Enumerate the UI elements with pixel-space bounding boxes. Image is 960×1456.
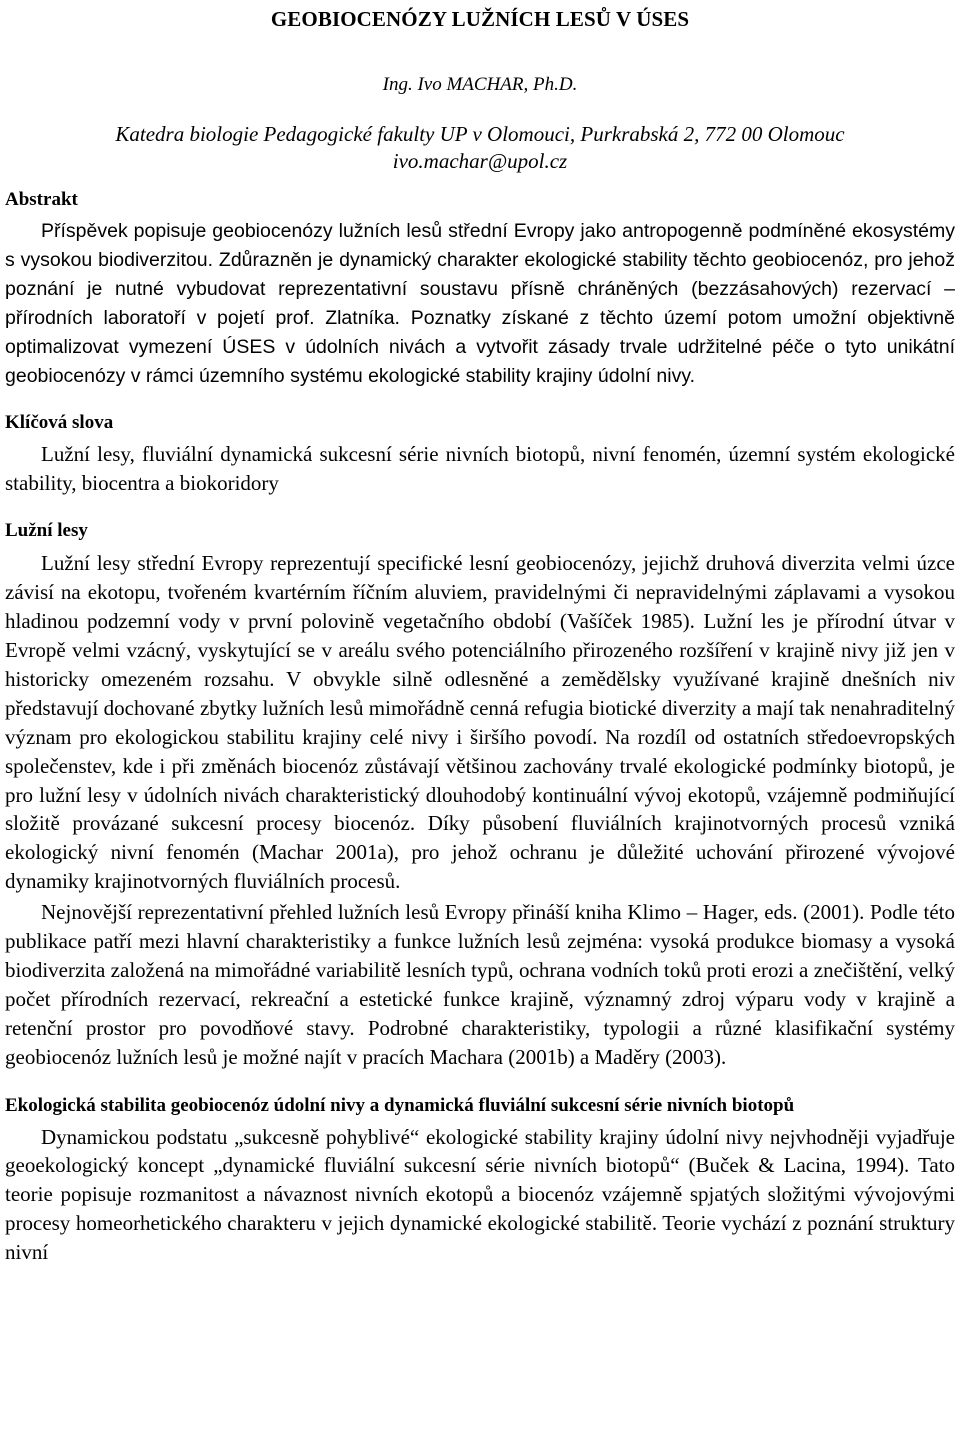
section-heading-ekologicka-stabilita: Ekologická stabilita geobiocenóz údolní nivy a dynamická fluviální sukcesní série nivních biotopů: [5, 1094, 795, 1116]
abstract-heading: Abstrakt: [5, 189, 78, 210]
author-line: Ing. Ivo MACHAR, Ph.D.: [382, 74, 578, 95]
abstract-sentence: Zdůrazněn je dynamický charakter ekologické stability těchto geobiocenóz, pro jehož poznání je nutné vybudovat reprezentativní soustavu přísně chráněných (bezzásahových) rezervací – přírodních laboratoří v pojetí prof. Zlatníka.: [5, 248, 955, 329]
abstract-paragraph: [5, 217, 955, 390]
abstract-sentence: Poznatky získané z těchto území potom umožní objektivně optimalizovat vymezení ÚSES v údolních nivách a vytvořit zásady trvale udržitelné péče o tyto unikátní geobiocenózy v rámci územního systému ekologické stability krajiny údolní nivy.: [5, 306, 955, 387]
paper-title: GEOBIOCENÓZY LUŽNÍCH LESŮ V ÚSES: [270, 7, 690, 31]
keywords-heading: Klíčová slova: [5, 412, 114, 434]
abstract-sentence: Příspěvek popisuje geobiocenózy lužních lesů střední Evropy jako antropogenně podmíněné ekosystémy s vysokou biodiverzitou.: [5, 220, 955, 271]
section-paragraph: Nejnovější reprezentativní přehled lužních lesů Evropy přináší kniha Klimo – Hager, eds. (2001). Podle této publikace patří mezi hlavní charakteristiky a funkce lužních lesů zejména: vysoká produkce biomasy a vysoká biodiverzita založená na mimořádné variabilitě lesních typů, ochrana vodních toků proti erozi a znečištění, velký počet přírodních rezervací, rekreační a estetické funkce krajině, významný zdroj výparu vody v krajině a retenční prostor pro povodňové stavy. Podrobné charakteristiky, typologii a různé klasifikační systémy geobiocenóz lužních lesů je možné najít v pracích Machara (2001b) a Maděry (2003).: [5, 900, 955, 1069]
section-paragraph: Lužní lesy střední Evropy reprezentují specifické lesní geobiocenózy, jejichž druhová diverzita velmi úzce závisí na ekotopu, tvořeném kvartérním říčním aluviem, pravidelnými či nepravidelnými záplavami a vysokou hladinou podzemní vody v první polovině vegetačního období (Vašíček 1985). Lužní les je přírodní útvar v Evropě velmi vzácný, vyskytující se v areálu svého potenciálního přirozeného rozšíření v krajině nivy již jen v historicky omezeném rozsahu. V obvykle silně odlesněné a zemědělsky využívané krajině dnešních niv představují dochované zbytky lužních lesů mimořádně cenná refugia biotické diverzity a mají tak nenahraditelný význam pro ekologickou stabilitu krajiny celé nivy i širšího povodí. Na rozdíl od ostatních středoevropských společenstev, kde i při změnách biocenóz zůstávají většinou zachovány trvalé ekologické podmínky biotopů, je pro lužní lesy v údolních nivách charakteristický dlouhodobý kontinuální vývoj ekotopů, vzájemně podmiňující složitě provázané sukcesní procesy biocenóz. Díky působení fluviálních krajinotvorných procesů vzniká ekologický nivní fenomén (Machar 2001a), pro jehož ochranu je důležité uchování přirozené vývojové dynamiky krajinotvorných fluviálních procesů.: [5, 551, 955, 894]
keywords-paragraph: Lužní lesy, fluviální dynamická sukcesní série nivních biotopů, nivní fenomén, územní systém ekologické stability, biocentra a biokoridory: [5, 442, 955, 496]
email-line: ivo.machar@upol.cz: [392, 149, 568, 173]
affiliation-line: Katedra biologie Pedagogické fakulty UP v Olomouci, Purkrabská 2, 772 00 Olomouc: [115, 122, 845, 146]
section-heading-luzni-lesy: Lužní lesy: [5, 520, 88, 542]
section-paragraph: Dynamickou podstatu „sukcesně pohyblivé“ ekologické stability krajiny údolní nivy nejvhodněji vyjadřuje geoekologický koncept „dynamické fluviální sukcesní série nivních biotopů“ (Buček & Lacina, 1994). Tato teorie popisuje rozmanitost a návaznost nivních ekotopů a biocenóz vzájemně spjatých složitými vývojovými procesy homeorhetického charakteru v jejich dynamické ekologické stabilitě. Teorie vychází z poznání struktury nivní: [5, 1124, 955, 1265]
document-page: [5, 0, 955, 1267]
